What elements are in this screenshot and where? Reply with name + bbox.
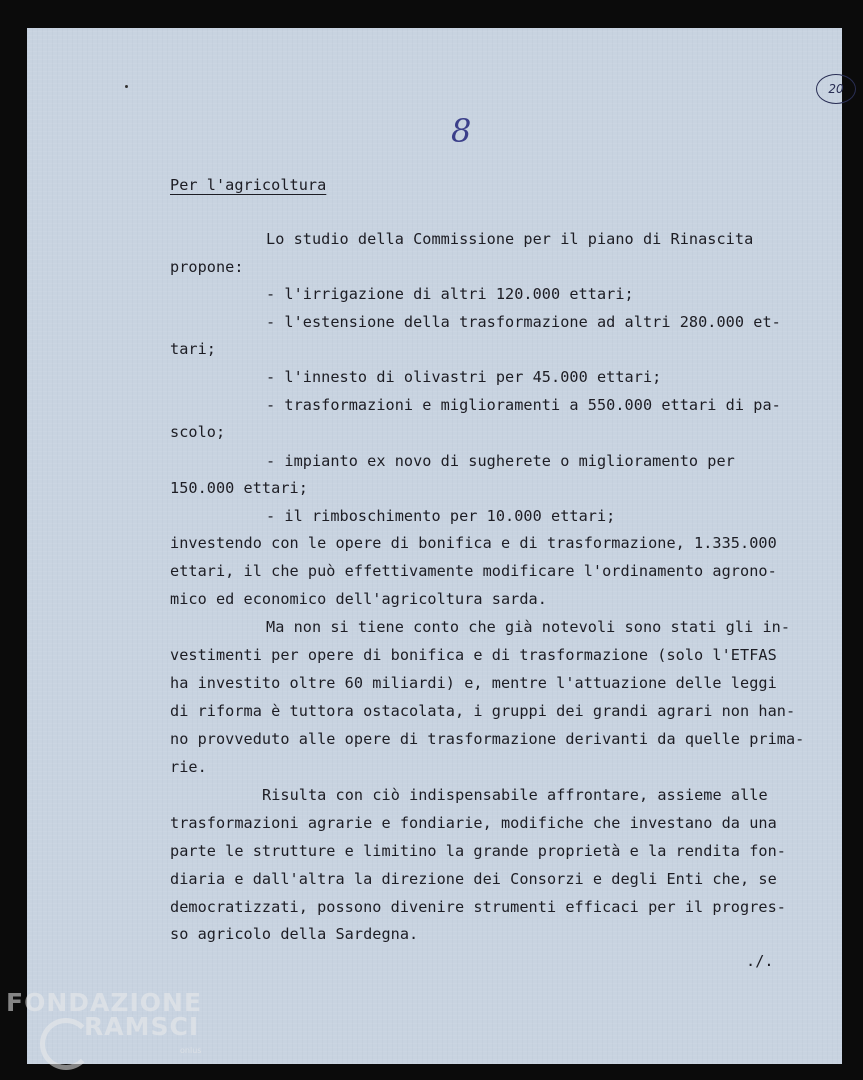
text-line: - trasformazioni e miglioramenti a 550.000 ettari di pa- — [266, 396, 781, 414]
text-line: - impianto ex novo di sugherete o miglioramento per — [266, 452, 735, 470]
text-line: investendo con le opere di bonifica e di trasformazione, 1.335.000 — [170, 534, 777, 552]
text-line: - l'innesto di olivastri per 45.000 ettari; — [266, 368, 662, 386]
text-line: ettari, il che può effettivamente modificare l'ordinamento agrono- — [170, 562, 777, 580]
end-mark: ./. — [746, 952, 774, 970]
ink-speck — [125, 85, 128, 88]
text-line: no provveduto alle opere di trasformazione derivanti da quelle prima- — [170, 730, 805, 748]
text-line: ha investito oltre 60 miliardi) e, mentre l'attuazione delle leggi — [170, 674, 777, 692]
text-line: trasformazioni agrarie e fondiarie, modifiche che investano da una — [170, 814, 777, 832]
circled-page-number: 20 — [816, 74, 856, 104]
text-line: vestimenti per opere di bonifica e di trasformazione (solo l'ETFAS — [170, 646, 777, 664]
document-title: Per l'agricoltura — [170, 176, 327, 194]
text-line: democratizzati, possono divenire strumenti efficaci per il progres- — [170, 898, 786, 916]
text-line: - l'estensione della trasformazione ad altri 280.000 et- — [266, 313, 781, 331]
text-line: tari; — [170, 340, 216, 358]
text-line: Risulta con ciò indispensabile affrontare, assieme alle — [262, 786, 768, 804]
text-line: rie. — [170, 758, 207, 776]
document-page — [27, 28, 842, 1064]
watermark-line1: FONDAZIONE — [6, 988, 203, 1017]
watermark-line3: onlus — [180, 1046, 202, 1055]
watermark-line2: RAMSCI — [84, 1012, 200, 1041]
text-line: scolo; — [170, 423, 226, 441]
fondazione-gramsci-watermark — [6, 988, 216, 1074]
text-line: diaria e dall'altra la direzione dei Consorzi e degli Enti che, se — [170, 870, 777, 888]
text-line: 150.000 ettari; — [170, 479, 308, 497]
text-line: parte le strutture e limitino la grande proprietà e la rendita fon- — [170, 842, 786, 860]
text-line: mico ed economico dell'agricoltura sarda. — [170, 590, 547, 608]
text-line: Ma non si tiene conto che già notevoli sono stati gli in- — [266, 618, 791, 636]
text-line: Lo studio della Commissione per il piano di Rinascita — [266, 230, 754, 248]
handwritten-page-number: 8 — [451, 112, 472, 150]
text-line: propone: — [170, 258, 244, 276]
text-line: di riforma è tuttora ostacolata, i gruppi dei grandi agrari non han- — [170, 702, 796, 720]
text-line: - l'irrigazione di altri 120.000 ettari; — [266, 285, 634, 303]
text-line: - il rimboschimento per 10.000 ettari; — [266, 507, 616, 525]
text-line: so agricolo della Sardegna. — [170, 925, 419, 943]
